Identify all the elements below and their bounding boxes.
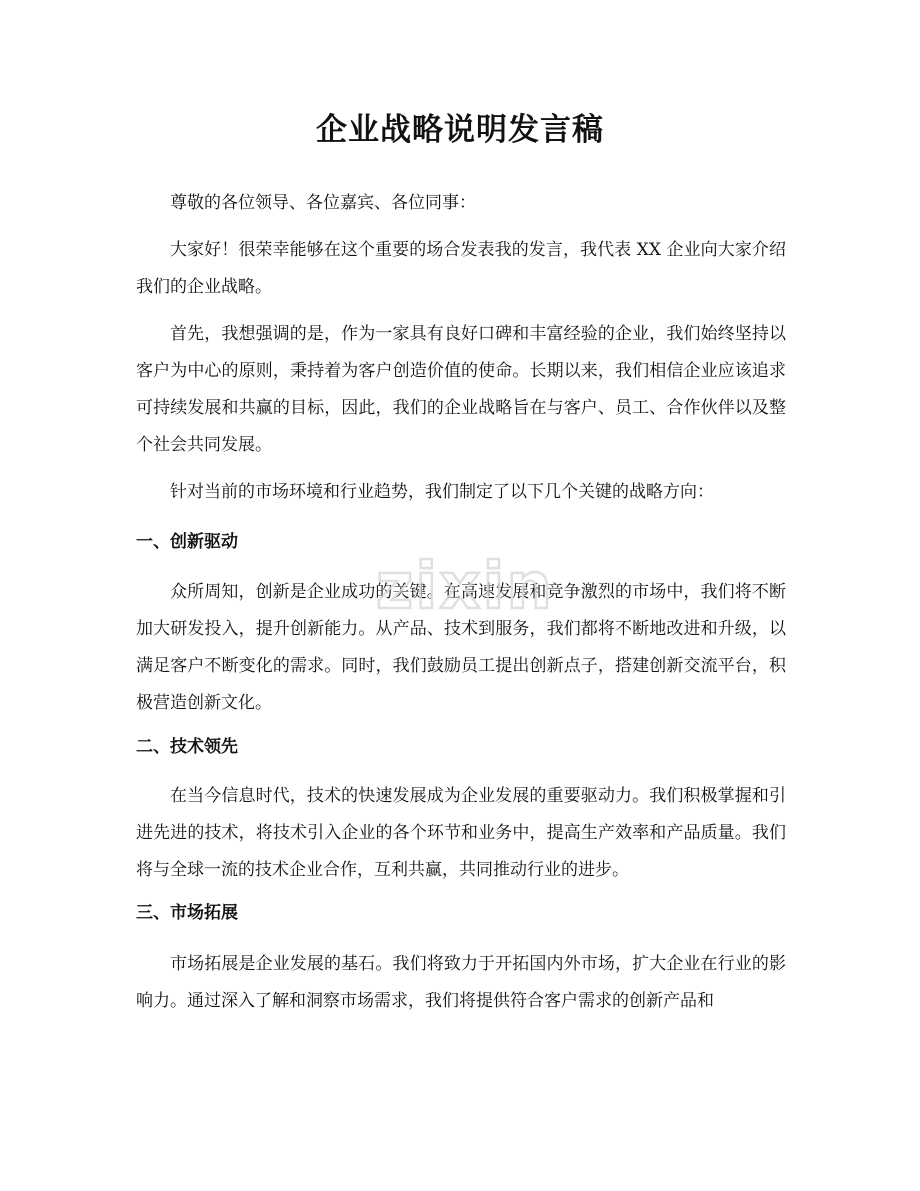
- section-body-market: 市场拓展是企业发展的基石。我们将致力于开拓国内外市场，扩大企业在行业的影响力。通过深入了解和洞察市场需求，我们将提供符合客户需求的创新产品和: [136, 954, 786, 1011]
- section-body-innovation: 众所周知，创新是企业成功的关键。在高速发展和竞争激烈的市场中，我们将不断加大研发投入，提升创新能力。从产品、技术到服务，我们都将不断地改进和升级，以满足客户不断变化的需求。同时，我们鼓励员工提出创新点子，搭建创新交流平台，积极营造创新文化。: [136, 582, 786, 713]
- section-heading-innovation: 一、创新驱动: [136, 532, 238, 552]
- principle-paragraph: 首先，我想强调的是，作为一家具有良好口碑和丰富经验的企业，我们始终坚持以客户为中心的原则，秉持着为客户创造价值的使命。长期以来，我们相信企业应该追求可持续发展和共赢的目标，因此，我们的企业战略旨在与客户、员工、合作伙伴以及整个社会共同发展。: [136, 324, 786, 455]
- intro-paragraph: 大家好！很荣幸能够在这个重要的场合发表我的发言，我代表 XX 企业向大家介绍我们的企业战略。: [136, 240, 786, 297]
- section-heading-technology: 二、技术领先: [136, 737, 238, 757]
- section-body-technology: 在当今信息时代，技术的快速发展成为企业发展的重要驱动力。我们积极掌握和引进先进的技术，将技术引入企业的各个环节和业务中，提高生产效率和产品质量。我们将与全球一流的技术企业合作，互利共赢，共同推动行业的进步。: [136, 786, 786, 880]
- directions-paragraph: 针对当前的市场环境和行业趋势，我们制定了以下几个关键的战略方向：: [170, 482, 714, 502]
- greeting-paragraph: 尊敬的各位领导、各位嘉宾、各位同事：: [170, 193, 476, 213]
- section-heading-market: 三、市场拓展: [136, 903, 238, 923]
- page-title: 企业战略说明发言稿: [316, 112, 604, 148]
- watermark-text: zixin: [376, 550, 554, 624]
